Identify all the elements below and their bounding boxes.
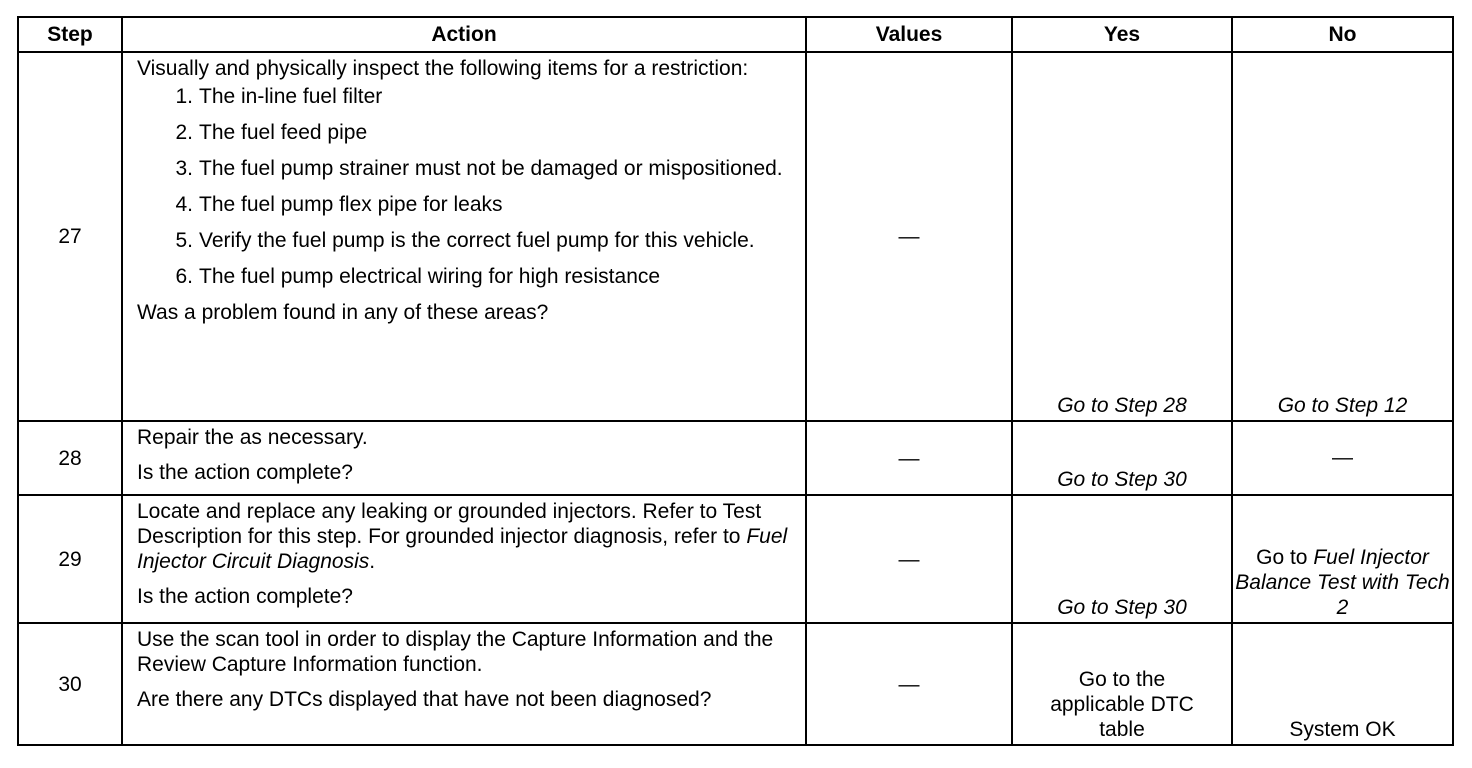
- action-question: Was a problem found in any of these areas?: [137, 301, 549, 324]
- action-cell: [122, 495, 806, 623]
- list-number: 4.: [175, 193, 193, 216]
- values-cell: —: [806, 421, 1012, 495]
- list-item: [137, 156, 799, 181]
- table-row: [18, 623, 1453, 745]
- action-question: Is the action complete?: [137, 461, 353, 484]
- step-number: 30: [18, 623, 122, 745]
- action-text-end: .: [369, 550, 376, 573]
- header-row: [18, 17, 1453, 52]
- list-number: 5.: [175, 229, 193, 252]
- step-number: 29: [18, 495, 122, 623]
- no-result: —: [1232, 421, 1453, 495]
- header-action: Action: [122, 17, 806, 52]
- table-row: [18, 421, 1453, 495]
- header-yes: Yes: [1012, 17, 1232, 52]
- action-question: Is the action complete?: [137, 585, 353, 608]
- values-cell: —: [806, 52, 1012, 421]
- step-number: 27: [18, 52, 122, 421]
- list-item: [137, 84, 799, 109]
- diagnostic-table: [17, 16, 1454, 746]
- action-cell: [122, 623, 806, 745]
- yes-result: Go to Step 28: [1012, 52, 1232, 421]
- yes-result: Go to the applicable DTC table: [1012, 623, 1232, 745]
- no-result-reference[interactable]: Fuel Injector Balance Test with Tech 2: [1235, 546, 1450, 619]
- list-number: 3.: [175, 157, 193, 180]
- step-number: 28: [18, 421, 122, 495]
- list-item: [137, 192, 799, 217]
- list-number: 2.: [175, 121, 193, 144]
- list-text: The fuel feed pipe: [199, 121, 368, 144]
- list-text: The fuel pump flex pipe for leaks: [199, 193, 503, 216]
- yes-result: Go to Step 30: [1012, 421, 1232, 495]
- list-text: The fuel pump electrical wiring for high resistance: [199, 265, 661, 288]
- header-values: Values: [806, 17, 1012, 52]
- inspection-list: [137, 84, 799, 289]
- values-cell: —: [806, 623, 1012, 745]
- list-number: 1.: [175, 85, 193, 108]
- action-cell: [122, 52, 806, 421]
- no-result-prefix: Go to: [1256, 546, 1314, 569]
- list-text: The in-line fuel filter: [199, 85, 383, 108]
- list-text: The fuel pump strainer must not be damaged or mispositioned.: [199, 157, 783, 180]
- no-result: [1232, 495, 1453, 623]
- yes-result: Go to Step 30: [1012, 495, 1232, 623]
- list-item: [137, 228, 799, 253]
- header-step: Step: [18, 17, 122, 52]
- list-item: [137, 264, 799, 289]
- list-item: [137, 120, 799, 145]
- list-text: Verify the fuel pump is the correct fuel pump for this vehicle.: [199, 229, 755, 252]
- action-text: Repair the as necessary.: [137, 426, 368, 449]
- action-question: Are there any DTCs displayed that have not been diagnosed?: [137, 688, 712, 711]
- no-result: Go to Step 12: [1232, 52, 1453, 421]
- list-number: 6.: [175, 265, 193, 288]
- values-cell: —: [806, 495, 1012, 623]
- table-row: [18, 495, 1453, 623]
- table-row: [18, 52, 1453, 421]
- action-text: [137, 499, 799, 574]
- no-result: System OK: [1232, 623, 1453, 745]
- action-cell: [122, 421, 806, 495]
- reference-link[interactable]: Fuel Injector Circuit Diagnosis: [137, 525, 788, 573]
- action-intro: Visually and physically inspect the following items for a restriction:: [137, 57, 749, 80]
- action-text: Use the scan tool in order to display the Capture Information and the Review Capture Information function.: [137, 628, 774, 676]
- action-text-body: Locate and replace any leaking or grounded injectors. Refer to Test Description for this step. For grounded injector diagnosis, refer to: [137, 500, 762, 548]
- header-no: No: [1232, 17, 1453, 52]
